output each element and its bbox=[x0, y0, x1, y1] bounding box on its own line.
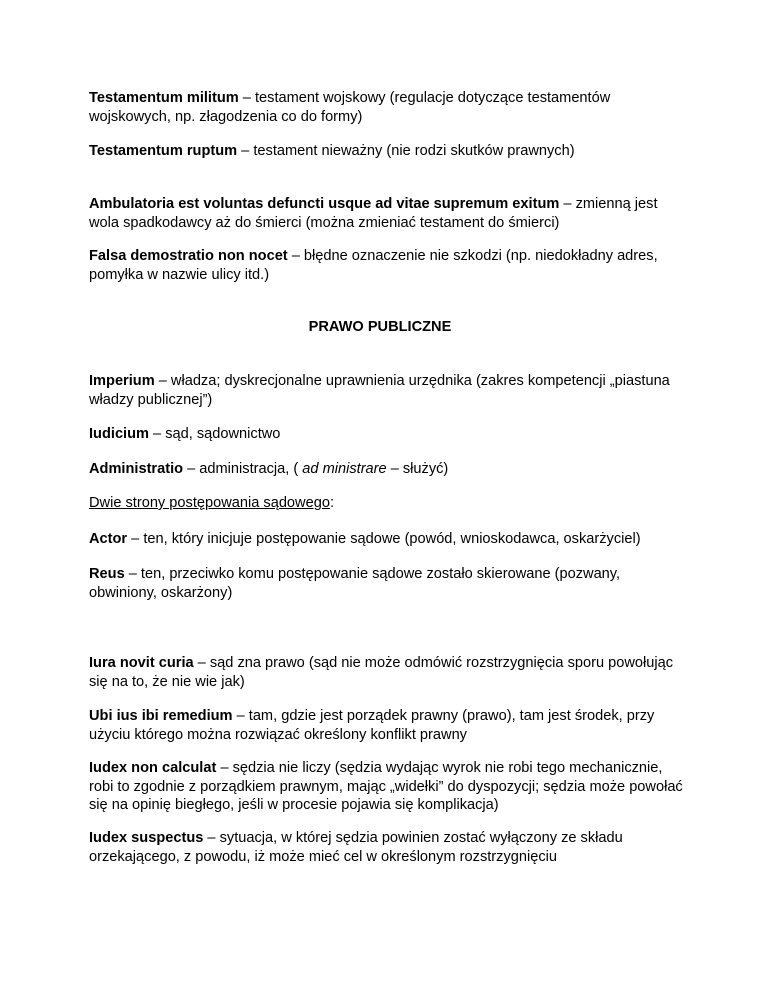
entry-separator: – bbox=[287, 248, 304, 264]
entry-reus bbox=[89, 565, 689, 602]
entry-iudex-non-calculat bbox=[89, 759, 689, 815]
section-heading: PRAWO PUBLICZNE bbox=[308, 319, 452, 335]
entry-term: Iudicium bbox=[89, 426, 149, 442]
entry-separator: – bbox=[559, 196, 576, 212]
entry-term: Imperium bbox=[89, 373, 155, 389]
entry-iudex-suspectus bbox=[89, 829, 689, 866]
entry-separator: – bbox=[216, 760, 233, 776]
entry-separator: – bbox=[203, 830, 220, 846]
entry-term: Iura novit curia bbox=[89, 655, 194, 671]
entry-separator: – bbox=[154, 373, 171, 389]
entry-definition: zmienną jest wola spadkodawcy aż do śmierci (można zmieniać testament do śmierci) bbox=[89, 196, 658, 231]
entry-definition-end: – służyć) bbox=[386, 461, 449, 477]
entry-term: Iudex non calculat bbox=[89, 760, 217, 776]
entry-definition: testament nieważny (nie rodzi skutków prawnych) bbox=[253, 143, 575, 159]
entry-definition: sędzia nie liczy (sędzia wydając wyrok nie robi tego mechanicznie, robi to zgodnie z porządkiem prawnym, mając „widełki” do dyspozycji; sędzia może powołać się na opinię biegłego, jeśli w procesie pojawia się komplikacja) bbox=[89, 760, 683, 813]
entry-separator: – bbox=[238, 90, 255, 106]
entry-falsa-demostratio bbox=[89, 247, 689, 284]
subsection-title bbox=[89, 494, 689, 513]
entry-term: Iudex suspectus bbox=[89, 830, 204, 846]
entry-iura-novit-curia bbox=[89, 654, 689, 691]
subsection-colon: : bbox=[329, 495, 335, 511]
entry-definition: tam, gdzie jest porządek prawny (prawo), tam jest środek, przy użyciu którego można rozwiązać określony konflikt prawny bbox=[89, 708, 655, 743]
entry-definition-italic: ad ministrare bbox=[302, 461, 387, 477]
entry-separator: – bbox=[124, 566, 141, 582]
entry-ambulatoria bbox=[89, 195, 689, 232]
entry-term: Administratio bbox=[89, 461, 184, 477]
entry-definition: władza; dyskrecjonalne uprawnienia urzędnika (zakres kompetencji „piastuna władzy publicznej”) bbox=[89, 373, 670, 408]
entry-definition: ten, przeciwko komu postępowanie sądowe zostało skierowane (pozwany, obwiniony, oskarżony) bbox=[89, 566, 621, 601]
entry-administratio bbox=[89, 460, 689, 479]
entry-definition: sytuacja, w której sędzia powinien zostać wyłączony ze składu orzekającego, z powodu, iż może mieć cel w określonym rozstrzygnięciu bbox=[89, 830, 623, 865]
entry-definition: błędne oznaczenie nie szkodzi (np. niedokładny adres, pomyłka w nazwie ulicy itd.) bbox=[89, 248, 658, 283]
subsection-label: Dwie strony postępowania sądowego bbox=[89, 495, 330, 511]
entry-ubi-ius-ibi-remedium bbox=[89, 707, 689, 744]
entry-separator: – bbox=[127, 531, 144, 547]
entry-definition: sąd zna prawo (sąd nie może odmówić rozstrzygnięcia sporu powołując się na to, że nie wie jak) bbox=[89, 655, 674, 690]
entry-definition: ten, który inicjuje postępowanie sądowe (powód, wnioskodawca, oskarżyciel) bbox=[143, 531, 641, 547]
entry-iudicium bbox=[89, 425, 689, 444]
entry-term: Actor bbox=[89, 531, 128, 547]
entry-actor bbox=[89, 530, 689, 549]
entry-term: Testamentum militum bbox=[89, 90, 239, 106]
entry-separator: – bbox=[183, 461, 200, 477]
entry-term: Testamentum ruptum bbox=[89, 143, 238, 159]
entry-separator: – bbox=[193, 655, 210, 671]
entry-definition: sąd, sądownictwo bbox=[165, 426, 281, 442]
entry-term: Ubi ius ibi remedium bbox=[89, 708, 233, 724]
entry-separator: – bbox=[232, 708, 249, 724]
entry-term: Reus bbox=[89, 566, 125, 582]
entry-separator: – bbox=[237, 143, 254, 159]
entry-term: Ambulatoria est voluntas defuncti usque ad vitae supremum exitum bbox=[89, 196, 560, 212]
entry-imperium bbox=[89, 372, 689, 409]
entry-definition-start: administracja, ( bbox=[199, 461, 303, 477]
entry-term: Falsa demostratio non nocet bbox=[89, 248, 288, 264]
entry-separator: – bbox=[149, 426, 166, 442]
entry-testamentum-militum bbox=[89, 89, 689, 126]
entry-testamentum-ruptum bbox=[89, 142, 689, 161]
entry-definition: testament wojskowy (regulacje dotyczące testamentów wojskowych, np. złagodzenia co do formy) bbox=[89, 90, 611, 125]
